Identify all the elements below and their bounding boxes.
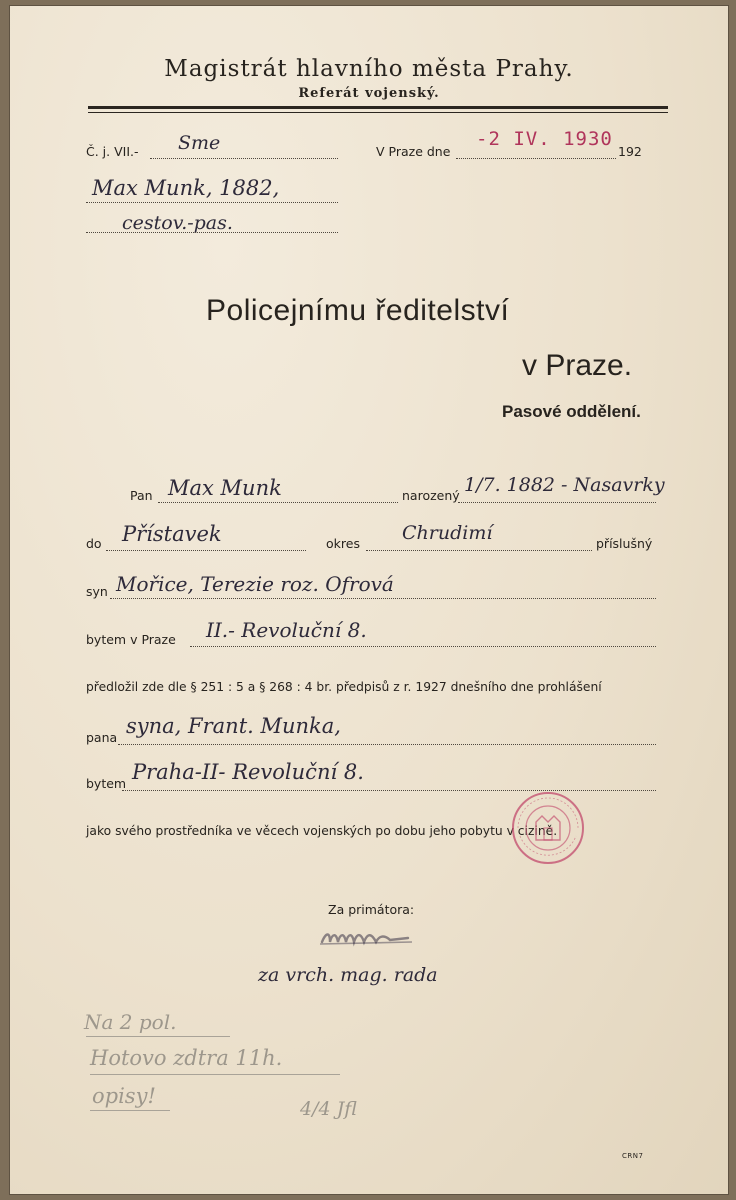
year-prefix: 192 <box>618 144 642 159</box>
syn-value: Mořice, Terezie roz. Ofrová <box>116 572 394 596</box>
born-line <box>458 502 656 503</box>
pan-value: Max Munk <box>168 476 282 500</box>
pencil-note-3: opisy! <box>92 1084 156 1108</box>
header-title: Magistrát hlavního města Prahy. <box>164 56 574 82</box>
date-line <box>456 158 616 159</box>
do-value: Přístavek <box>122 522 222 546</box>
header-rule-thin <box>88 112 668 113</box>
pana-label: pana <box>86 730 118 745</box>
place-label: V Praze dne <box>376 144 451 159</box>
header-rule-thick <box>88 106 668 109</box>
pencil-underline-3 <box>90 1110 170 1111</box>
syn-line <box>110 598 656 599</box>
bytem2-label: bytem <box>86 776 127 791</box>
pana-line <box>118 744 656 745</box>
declaration-text: předložil zde dle § 251 : 5 a § 268 : 4 br. předpisů z r. 1927 dnešního dne prohlášení <box>86 680 602 694</box>
subject-line2: cestov.-pas. <box>122 212 233 234</box>
reference-label: Č. j. VII.- <box>86 144 139 159</box>
closing-text: jako svého prostředníka ve věcech vojenských po dobu jeho pobytu v cizině. <box>86 824 558 838</box>
reference-value: Sme <box>178 132 221 154</box>
born-value: 1/7. 1882 - Nasavrky <box>464 474 665 496</box>
pan-line <box>158 502 398 503</box>
handwritten-signature <box>316 922 416 950</box>
do-label: do <box>86 536 102 551</box>
prislusny-label: příslušný <box>596 536 653 551</box>
pencil-underline-2 <box>90 1074 340 1075</box>
addressee-department: Pasové oddělení. <box>502 402 641 421</box>
okres-value: Chrudimí <box>402 522 493 544</box>
subject-line1: Max Munk, 1882, <box>92 176 280 200</box>
addressee-line2: v Praze. <box>522 349 633 382</box>
footer-code: CRN7 <box>622 1152 644 1160</box>
subject-line2-rule <box>86 232 338 233</box>
bytem-value: II.- Revoluční 8. <box>206 618 367 642</box>
subject-line1-rule <box>86 202 338 203</box>
pana-value: syna, Frant. Munka, <box>126 714 341 738</box>
okres-label: okres <box>326 536 360 551</box>
pencil-note-1: Na 2 pol. <box>84 1010 177 1034</box>
reference-line <box>150 158 338 159</box>
pencil-note-2: Hotovo zdtra 11h. <box>90 1046 283 1070</box>
addressee-line1: Policejnímu ředitelství <box>206 294 510 327</box>
do-line <box>106 550 306 551</box>
pan-label: Pan <box>130 488 153 503</box>
syn-label: syn <box>86 584 108 599</box>
signature-label: Za primátora: <box>328 902 415 917</box>
bytem-label: bytem v Praze <box>86 632 176 647</box>
document-sheet <box>10 6 728 1194</box>
pencil-underline-1 <box>86 1036 230 1037</box>
born-label: narozený <box>402 488 460 503</box>
okres-line <box>366 550 592 551</box>
signature-title: za vrch. mag. rada <box>258 964 438 986</box>
bytem2-value: Praha-II- Revoluční 8. <box>132 760 364 784</box>
bytem-line <box>190 646 656 647</box>
pencil-initials: 4/4 Jfl <box>300 1098 357 1120</box>
date-stamp: -2 IV. 1930 <box>476 128 613 150</box>
magistrate-seal <box>510 790 586 866</box>
header-subtitle: Referát vojenský. <box>298 86 440 101</box>
